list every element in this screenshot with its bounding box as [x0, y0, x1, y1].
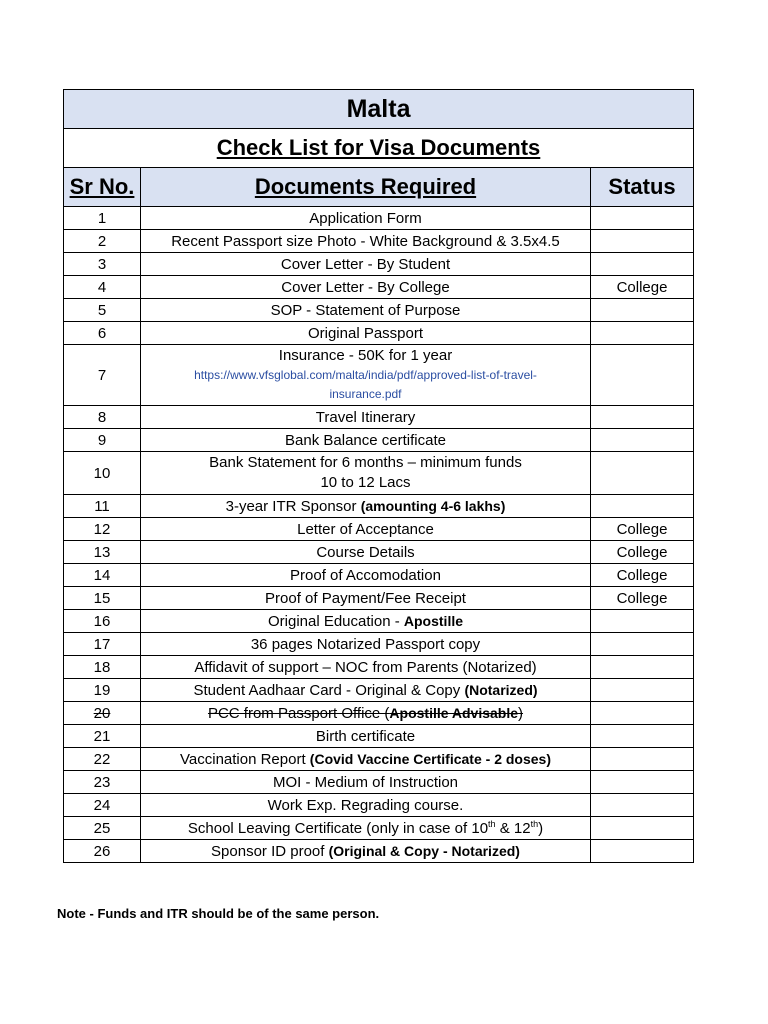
- row-number: 2: [64, 230, 141, 253]
- status-cell: College: [591, 276, 694, 299]
- document-cell: Proof of Payment/Fee Receipt: [141, 587, 591, 610]
- table-row: [64, 840, 694, 863]
- document-cell: School Leaving Certificate (only in case of 10th & 12th): [141, 817, 591, 840]
- row-number: 17: [64, 633, 141, 656]
- row-number: 16: [64, 610, 141, 633]
- table-row: [64, 771, 694, 794]
- status-cell: College: [591, 587, 694, 610]
- table-row: [64, 633, 694, 656]
- row-number: 20: [64, 702, 141, 725]
- row-number: 12: [64, 518, 141, 541]
- document-cell: Course Details: [141, 541, 591, 564]
- document-cell: Application Form: [141, 207, 591, 230]
- checklist-subtitle: Check List for Visa Documents: [64, 129, 694, 168]
- table-row: [64, 610, 694, 633]
- table-row: [64, 406, 694, 429]
- document-text: Bank Statement for 6 months – minimum funds: [209, 454, 522, 471]
- row-number: 15: [64, 587, 141, 610]
- table-row: [64, 725, 694, 748]
- insurance-link-cont[interactable]: insurance.pdf: [329, 387, 402, 401]
- document-cell: PCC from Passport Office (Apostille Advisable): [141, 702, 591, 725]
- row-number: 9: [64, 429, 141, 452]
- table-row: [64, 230, 694, 253]
- document-cell: Proof of Accomodation: [141, 564, 591, 587]
- table-row: [64, 429, 694, 452]
- table-row: [64, 794, 694, 817]
- document-cell: [141, 345, 591, 406]
- document-text: Insurance - 50K for 1 year: [278, 347, 453, 364]
- row-number: 14: [64, 564, 141, 587]
- funds-note: Note - Funds and ITR should be of the same person.: [57, 906, 380, 921]
- table-row: [64, 679, 694, 702]
- sr-no-header: Sr No.: [64, 168, 141, 207]
- table-row: [64, 702, 694, 725]
- row-number: 23: [64, 771, 141, 794]
- status-cell: [591, 207, 694, 230]
- document-cell: Affidavit of support – NOC from Parents (Notarized): [141, 656, 591, 679]
- status-cell: [591, 345, 694, 406]
- document-cell: Work Exp. Regrading course.: [141, 794, 591, 817]
- row-number: 8: [64, 406, 141, 429]
- row-number: 3: [64, 253, 141, 276]
- table-row: [64, 276, 694, 299]
- status-cell: [591, 406, 694, 429]
- status-cell: [591, 702, 694, 725]
- table-row: [64, 541, 694, 564]
- status-cell: [591, 253, 694, 276]
- status-cell: [591, 679, 694, 702]
- document-cell: Original Passport: [141, 322, 591, 345]
- status-cell: [591, 495, 694, 518]
- status-cell: College: [591, 541, 694, 564]
- status-cell: [591, 794, 694, 817]
- row-number: 1: [64, 207, 141, 230]
- status-cell: College: [591, 564, 694, 587]
- status-cell: [591, 322, 694, 345]
- document-cell: Birth certificate: [141, 725, 591, 748]
- row-number: 25: [64, 817, 141, 840]
- document-cell: Sponsor ID proof (Original & Copy - Notarized): [141, 840, 591, 863]
- country-title: Malta: [64, 90, 694, 129]
- status-header: Status: [591, 168, 694, 207]
- document-cell: 36 pages Notarized Passport copy: [141, 633, 591, 656]
- row-number: 26: [64, 840, 141, 863]
- status-cell: [591, 771, 694, 794]
- row-number: 11: [64, 495, 141, 518]
- table-row: [64, 253, 694, 276]
- table-row: [64, 322, 694, 345]
- row-number: 4: [64, 276, 141, 299]
- table-row: [64, 518, 694, 541]
- row-number: 6: [64, 322, 141, 345]
- documents-header: Documents Required: [141, 168, 591, 207]
- document-cell: SOP - Statement of Purpose: [141, 299, 591, 322]
- row-number: 19: [64, 679, 141, 702]
- document-text-cont: 10 to 12 Lacs: [320, 474, 411, 491]
- row-number: 21: [64, 725, 141, 748]
- document-cell: Student Aadhaar Card - Original & Copy (Notarized): [141, 679, 591, 702]
- document-cell: Travel Itinerary: [141, 406, 591, 429]
- row-number: 18: [64, 656, 141, 679]
- document-cell: Cover Letter - By College: [141, 276, 591, 299]
- document-cell: [141, 452, 591, 495]
- status-cell: [591, 230, 694, 253]
- document-cell: Recent Passport size Photo - White Background & 3.5x4.5: [141, 230, 591, 253]
- row-number: 5: [64, 299, 141, 322]
- row-number: 24: [64, 794, 141, 817]
- table-row: [64, 587, 694, 610]
- table-row: [64, 748, 694, 771]
- checklist-table: [63, 89, 694, 863]
- status-cell: [591, 656, 694, 679]
- status-cell: [591, 299, 694, 322]
- status-cell: [591, 429, 694, 452]
- table-row: [64, 817, 694, 840]
- document-cell: Vaccination Report (Covid Vaccine Certificate - 2 doses): [141, 748, 591, 771]
- status-cell: [591, 840, 694, 863]
- row-number: 22: [64, 748, 141, 771]
- status-cell: [591, 817, 694, 840]
- row-number: 13: [64, 541, 141, 564]
- status-cell: [591, 725, 694, 748]
- status-cell: [591, 610, 694, 633]
- table-row: [64, 299, 694, 322]
- checklist-sheet: [63, 89, 693, 863]
- document-cell: Letter of Acceptance: [141, 518, 591, 541]
- status-cell: College: [591, 518, 694, 541]
- table-row: [64, 495, 694, 518]
- table-row: [64, 345, 694, 406]
- document-cell: Original Education - Apostille: [141, 610, 591, 633]
- document-cell: MOI - Medium of Instruction: [141, 771, 591, 794]
- table-row: [64, 656, 694, 679]
- document-cell: Cover Letter - By Student: [141, 253, 591, 276]
- status-cell: [591, 452, 694, 495]
- table-row: [64, 207, 694, 230]
- status-cell: [591, 748, 694, 771]
- row-number: 7: [64, 345, 141, 406]
- table-row: [64, 452, 694, 495]
- document-cell: 3-year ITR Sponsor (amounting 4-6 lakhs): [141, 495, 591, 518]
- table-row: [64, 564, 694, 587]
- document-cell: Bank Balance certificate: [141, 429, 591, 452]
- row-number: 10: [64, 452, 141, 495]
- insurance-link[interactable]: https://www.vfsglobal.com/malta/india/pdf/approved-list-of-travel-: [194, 368, 537, 382]
- status-cell: [591, 633, 694, 656]
